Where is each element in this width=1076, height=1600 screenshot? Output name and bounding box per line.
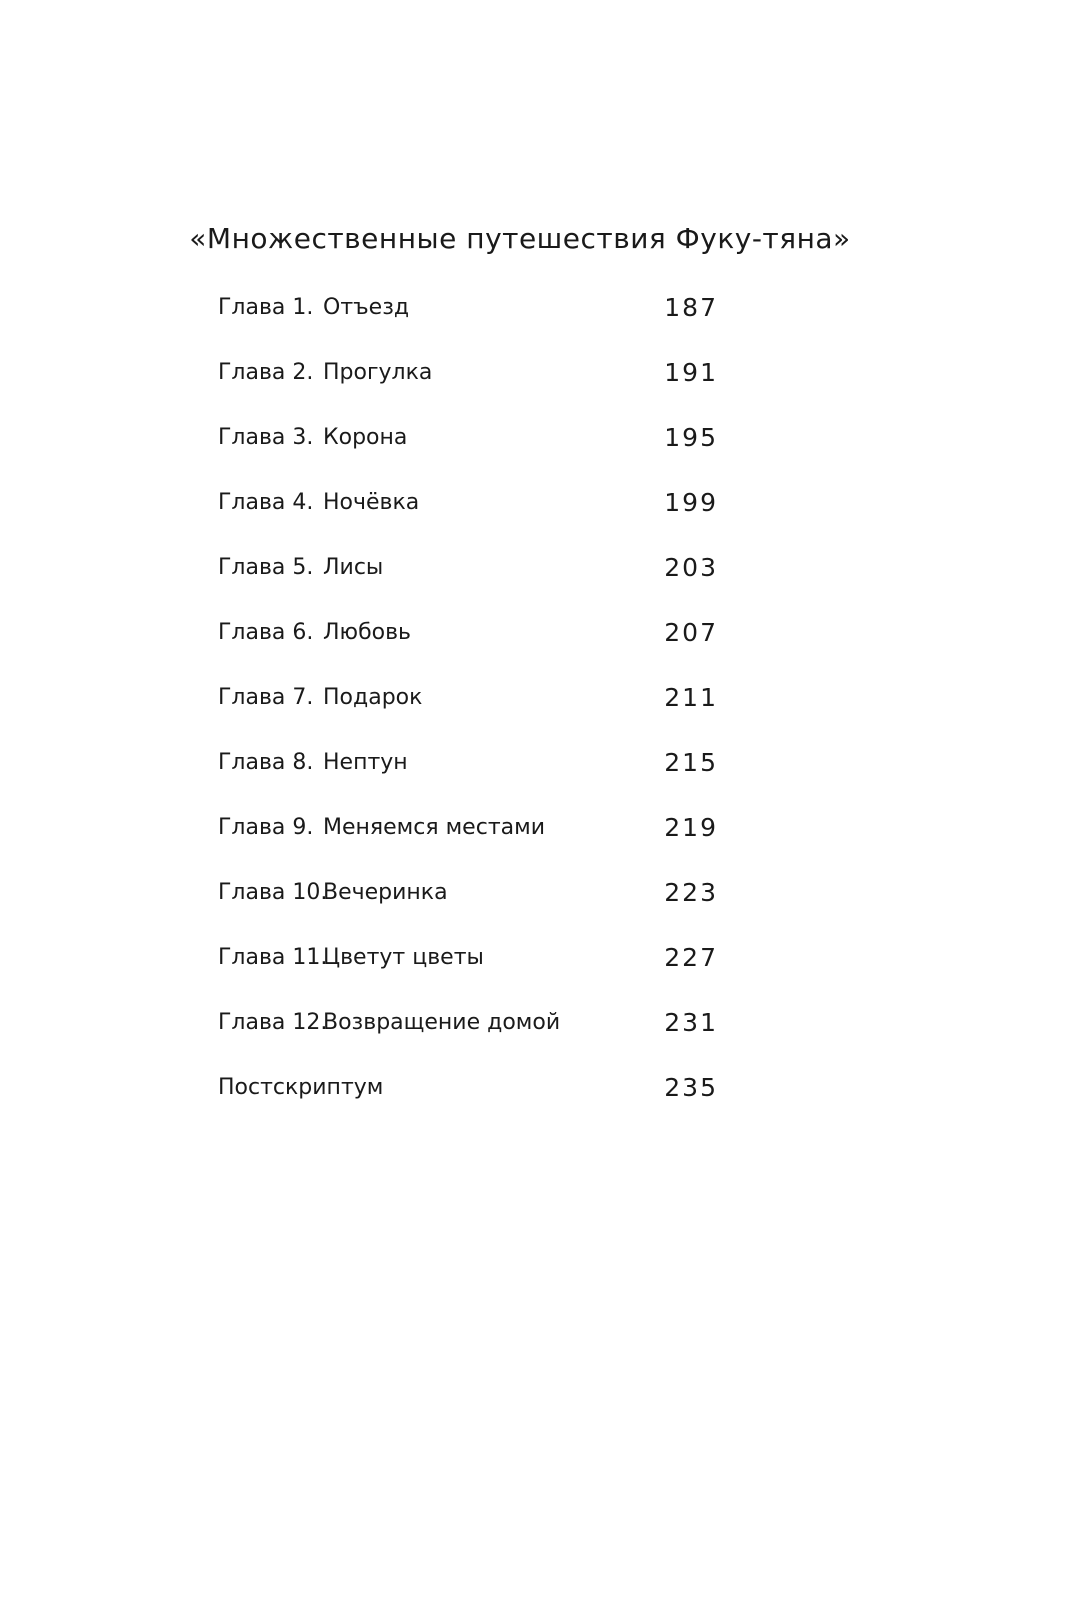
chapter-label: Глава 1. — [218, 295, 314, 320]
chapter-title: Вечеринка — [323, 880, 448, 905]
chapter-title: Ночёвка — [323, 490, 420, 515]
page-number: 215 — [664, 748, 718, 777]
toc-entry — [218, 678, 738, 743]
chapter-label: Глава 6. — [218, 620, 314, 645]
page-number: 191 — [664, 358, 718, 387]
chapter-label: Глава 2. — [218, 360, 314, 385]
chapter-label: Глава 7. — [218, 685, 314, 710]
chapter-title: Лисы — [323, 555, 384, 580]
chapter-title: Отъезд — [323, 295, 410, 320]
toc-entry — [218, 418, 738, 483]
chapter-label: Глава 10. — [218, 880, 328, 905]
toc-entry — [218, 808, 738, 873]
page-number: 235 — [664, 1073, 718, 1102]
toc-title: «Множественные путешествия Фуку-тяна» — [189, 222, 851, 255]
chapter-title: Подарок — [323, 685, 423, 710]
page-number: 207 — [664, 618, 718, 647]
toc-entry — [218, 353, 738, 418]
page-number: 195 — [664, 423, 718, 452]
chapter-label: Глава 4. — [218, 490, 314, 515]
chapter-label: Глава 11. — [218, 945, 328, 970]
chapter-label: Глава 12. — [218, 1010, 328, 1035]
page-number: 211 — [664, 683, 718, 712]
toc-entry — [218, 743, 738, 808]
page-number: 219 — [664, 813, 718, 842]
table-of-contents — [218, 288, 738, 1133]
chapter-title: Нептун — [323, 750, 408, 775]
page-number: 187 — [664, 293, 718, 322]
chapter-title: Любовь — [323, 620, 412, 645]
toc-entry — [218, 613, 738, 678]
toc-entry — [218, 548, 738, 613]
chapter-title: Прогулка — [323, 360, 433, 385]
chapter-title: Постскриптум — [218, 1075, 384, 1100]
toc-entry — [218, 873, 738, 938]
toc-entry — [218, 483, 738, 548]
chapter-title: Корона — [323, 425, 408, 450]
page-number: 227 — [664, 943, 718, 972]
chapter-title: Цветут цветы — [323, 945, 484, 970]
toc-entry — [218, 938, 738, 1003]
chapter-title: Возвращение домой — [323, 1010, 561, 1035]
page-number: 203 — [664, 553, 718, 582]
page-number: 231 — [664, 1008, 718, 1037]
chapter-label: Глава 9. — [218, 815, 314, 840]
page-number: 199 — [664, 488, 718, 517]
chapter-label: Глава 8. — [218, 750, 314, 775]
page-number: 223 — [664, 878, 718, 907]
chapter-title: Меняемся местами — [323, 815, 546, 840]
chapter-label: Глава 5. — [218, 555, 314, 580]
toc-entry-postscript — [218, 1068, 738, 1133]
chapter-label: Глава 3. — [218, 425, 314, 450]
toc-entry — [218, 1003, 738, 1068]
toc-entry — [218, 288, 738, 353]
